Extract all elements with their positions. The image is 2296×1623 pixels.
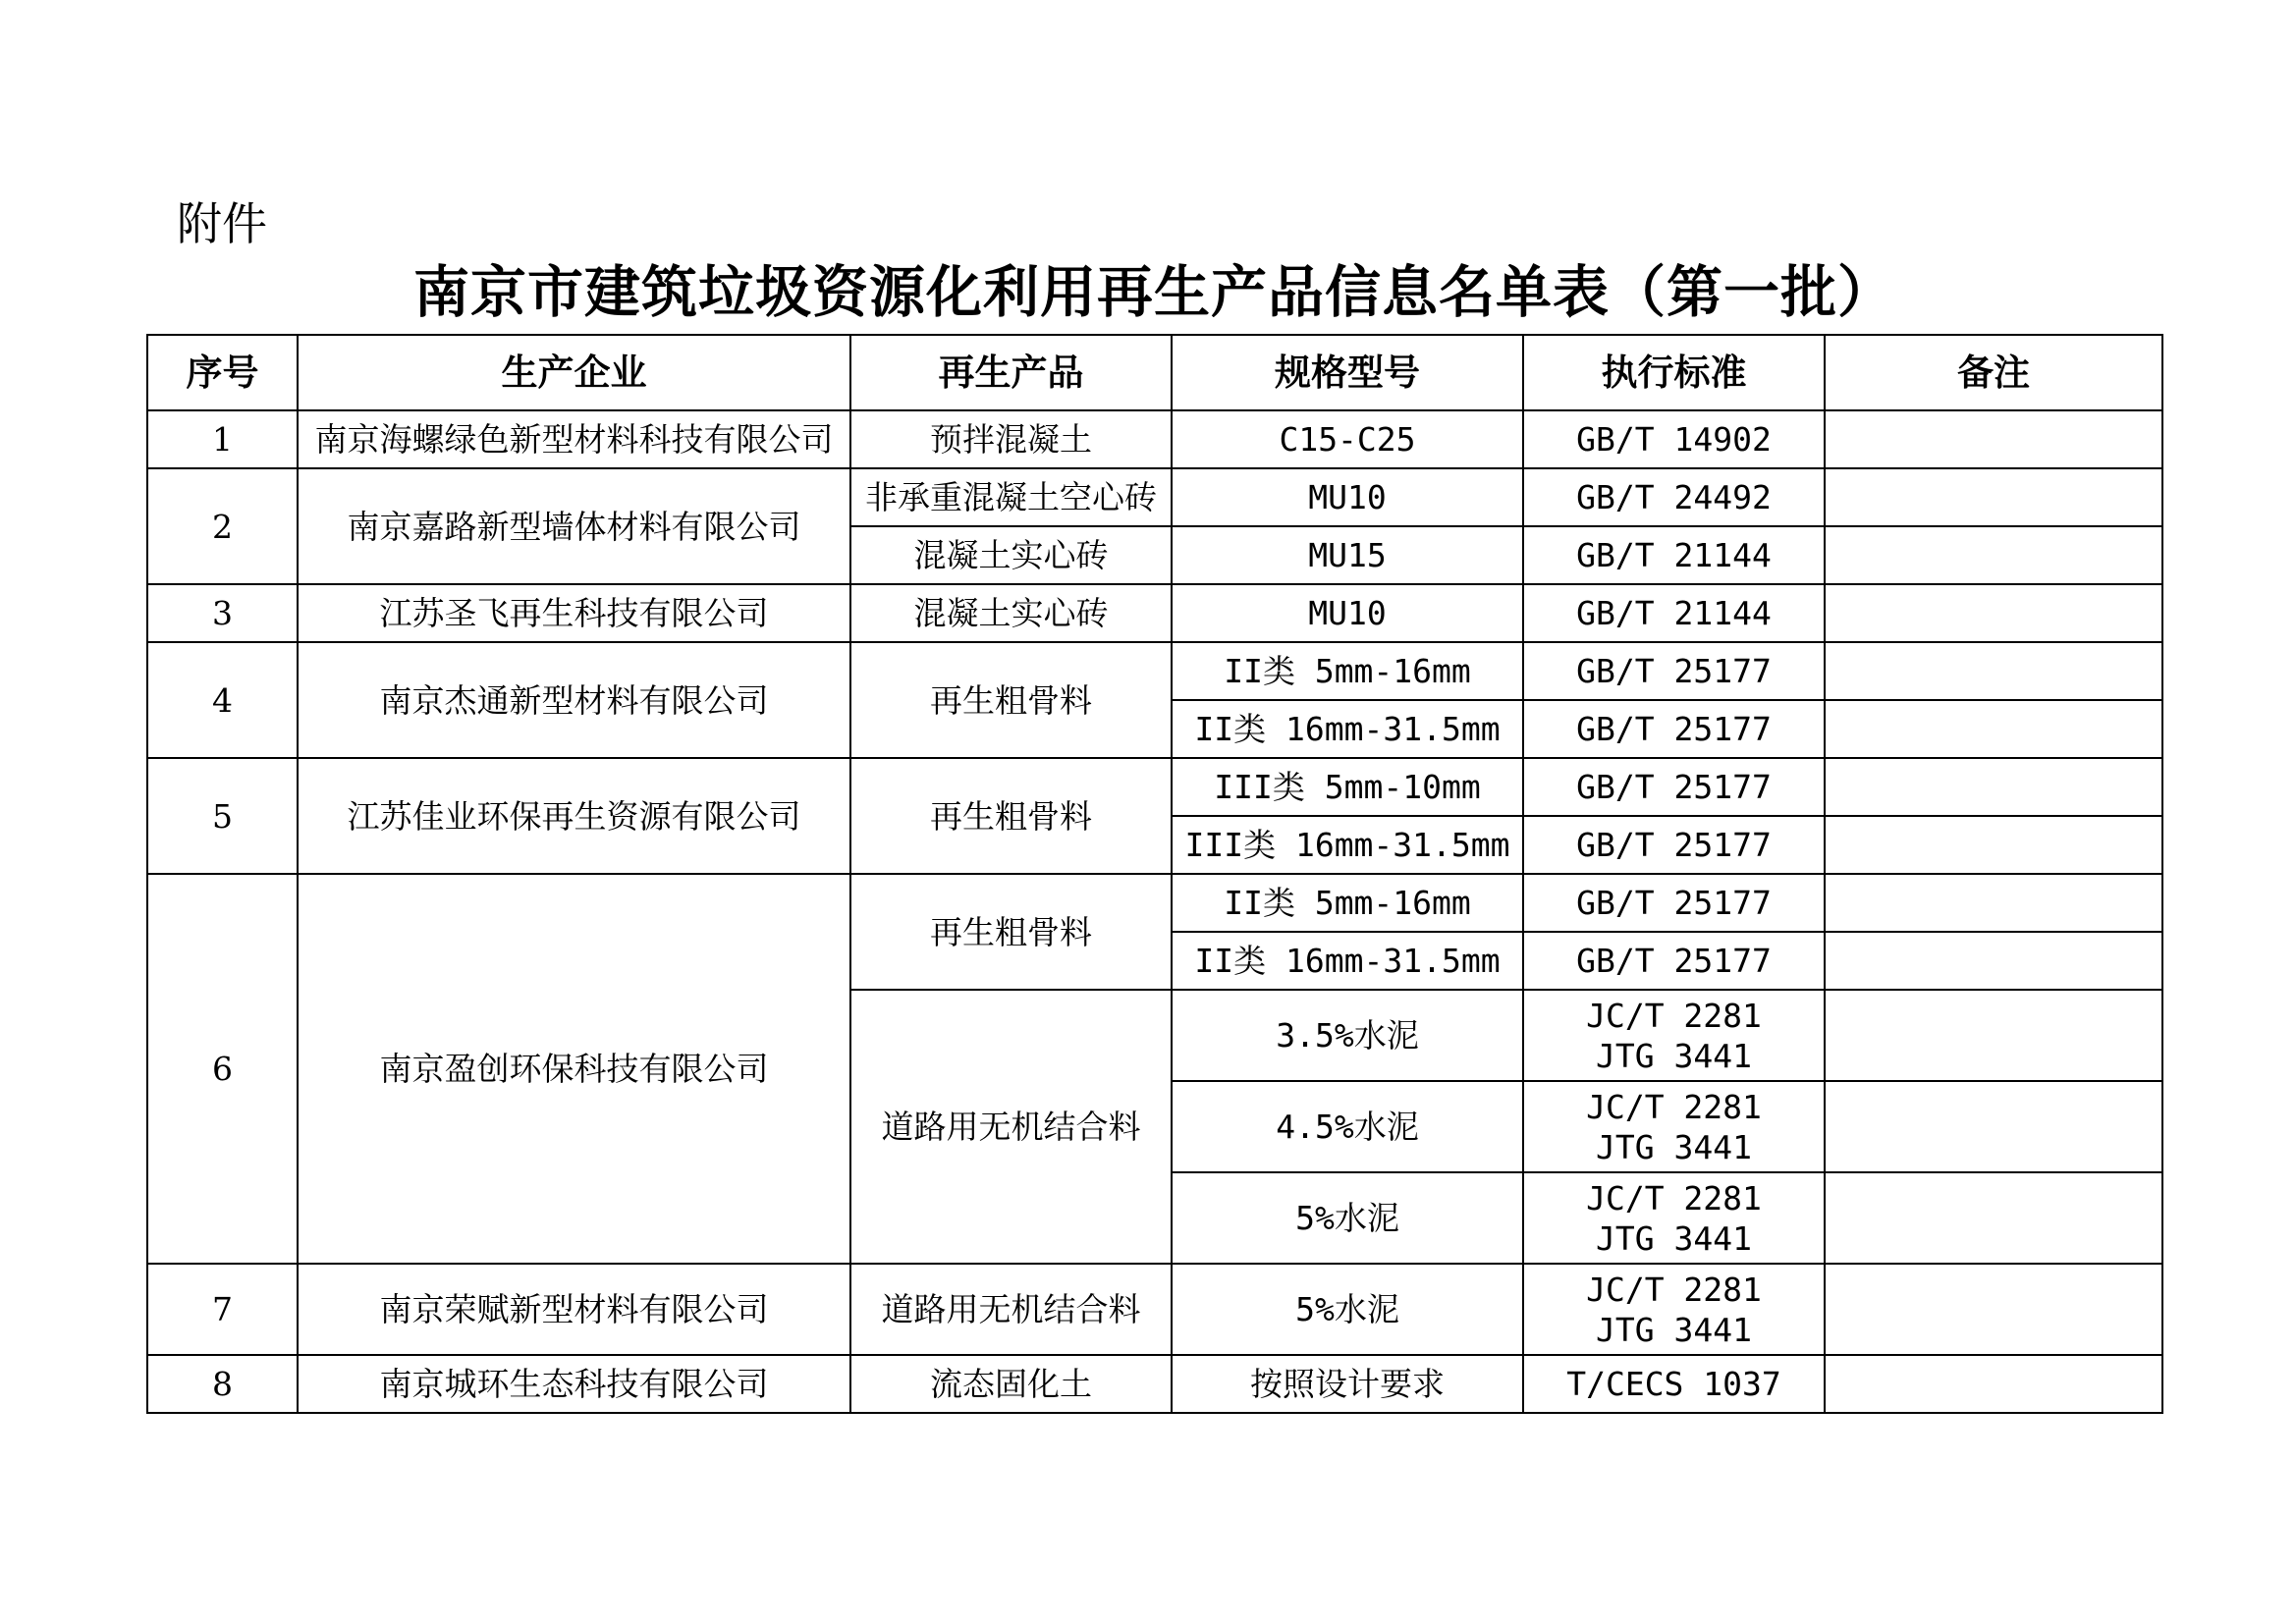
recycled-product: 混凝土实心砖	[850, 526, 1172, 584]
serial-number: 2	[147, 468, 298, 584]
document-title: 南京市建筑垃圾资源化利用再生产品信息名单表（第一批）	[413, 260, 1894, 325]
specification: 4.5%水泥	[1172, 1081, 1523, 1172]
table-row	[147, 642, 2162, 700]
product-roster-table	[146, 334, 2163, 1414]
standard	[1523, 1081, 1825, 1172]
recycled-product: 混凝土实心砖	[850, 584, 1172, 642]
table-row	[147, 874, 2162, 932]
serial-number: 7	[147, 1264, 298, 1355]
specification: II类 16mm-31.5mm	[1172, 932, 1523, 990]
recycled-product: 流态固化土	[850, 1355, 1172, 1413]
specification: C15-C25	[1172, 410, 1523, 468]
specification: MU10	[1172, 468, 1523, 526]
remarks	[1825, 642, 2162, 700]
standard: GB/T 25177	[1523, 932, 1825, 990]
standard-line: JC/T 2281	[1586, 1178, 1762, 1217]
header-standard: 执行标准	[1523, 335, 1825, 410]
specification: 5%水泥	[1172, 1172, 1523, 1264]
remarks	[1825, 584, 2162, 642]
manufacturer: 南京海螺绿色新型材料科技有限公司	[298, 410, 850, 468]
manufacturer: 江苏佳业环保再生资源有限公司	[298, 758, 850, 874]
specification: MU10	[1172, 584, 1523, 642]
table-row	[147, 1355, 2162, 1413]
serial-number: 4	[147, 642, 298, 758]
remarks	[1825, 990, 2162, 1081]
header-specification: 规格型号	[1172, 335, 1523, 410]
standard-line: JTG 3441	[1596, 1036, 1752, 1075]
standard: GB/T 25177	[1523, 642, 1825, 700]
table-row	[147, 584, 2162, 642]
standard-line: JC/T 2281	[1586, 1087, 1762, 1126]
recycled-product: 非承重混凝土空心砖	[850, 468, 1172, 526]
attachment-label: 附件	[177, 197, 267, 250]
table-row	[147, 758, 2162, 816]
table-header-row	[147, 335, 2162, 410]
specification: MU15	[1172, 526, 1523, 584]
recycled-product: 道路用无机结合料	[850, 1264, 1172, 1355]
standard	[1523, 1264, 1825, 1355]
specification: II类 5mm-16mm	[1172, 642, 1523, 700]
remarks	[1825, 874, 2162, 932]
remarks	[1825, 1355, 2162, 1413]
remarks	[1825, 816, 2162, 874]
recycled-product: 预拌混凝土	[850, 410, 1172, 468]
specification: III类 5mm-10mm	[1172, 758, 1523, 816]
manufacturer: 南京嘉路新型墙体材料有限公司	[298, 468, 850, 584]
standard: GB/T 25177	[1523, 874, 1825, 932]
specification: III类 16mm-31.5mm	[1172, 816, 1523, 874]
table-row	[147, 1264, 2162, 1355]
standard: GB/T 25177	[1523, 816, 1825, 874]
standard-line: JTG 3441	[1596, 1310, 1752, 1349]
standard: GB/T 21144	[1523, 526, 1825, 584]
standard: GB/T 25177	[1523, 700, 1825, 758]
serial-number: 6	[147, 874, 298, 1264]
standard: GB/T 25177	[1523, 758, 1825, 816]
recycled-product: 再生粗骨料	[850, 874, 1172, 990]
manufacturer: 南京杰通新型材料有限公司	[298, 642, 850, 758]
manufacturer: 南京盈创环保科技有限公司	[298, 874, 850, 1264]
table-row	[147, 410, 2162, 468]
specification: 5%水泥	[1172, 1264, 1523, 1355]
serial-number: 3	[147, 584, 298, 642]
manufacturer: 南京荣赋新型材料有限公司	[298, 1264, 850, 1355]
standard: GB/T 21144	[1523, 584, 1825, 642]
remarks	[1825, 932, 2162, 990]
standard: GB/T 24492	[1523, 468, 1825, 526]
standard	[1523, 1172, 1825, 1264]
manufacturer: 江苏圣飞再生科技有限公司	[298, 584, 850, 642]
manufacturer: 南京城环生态科技有限公司	[298, 1355, 850, 1413]
remarks	[1825, 526, 2162, 584]
recycled-product: 再生粗骨料	[850, 758, 1172, 874]
standard-line: JC/T 2281	[1586, 996, 1762, 1035]
header-serial-number: 序号	[147, 335, 298, 410]
serial-number: 8	[147, 1355, 298, 1413]
standard: T/CECS 1037	[1523, 1355, 1825, 1413]
table-row	[147, 468, 2162, 526]
standard-line: JC/T 2281	[1586, 1270, 1762, 1309]
remarks	[1825, 758, 2162, 816]
standard	[1523, 990, 1825, 1081]
header-recycled-product: 再生产品	[850, 335, 1172, 410]
header-remarks: 备注	[1825, 335, 2162, 410]
standard: GB/T 14902	[1523, 410, 1825, 468]
serial-number: 1	[147, 410, 298, 468]
serial-number: 5	[147, 758, 298, 874]
remarks	[1825, 468, 2162, 526]
remarks	[1825, 410, 2162, 468]
remarks	[1825, 1264, 2162, 1355]
remarks	[1825, 700, 2162, 758]
standard-line: JTG 3441	[1596, 1127, 1752, 1166]
header-manufacturer: 生产企业	[298, 335, 850, 410]
recycled-product: 道路用无机结合料	[850, 990, 1172, 1264]
specification: 按照设计要求	[1172, 1355, 1523, 1413]
remarks	[1825, 1081, 2162, 1172]
specification: II类 5mm-16mm	[1172, 874, 1523, 932]
recycled-product: 再生粗骨料	[850, 642, 1172, 758]
standard-line: JTG 3441	[1596, 1218, 1752, 1258]
remarks	[1825, 1172, 2162, 1264]
specification: II类 16mm-31.5mm	[1172, 700, 1523, 758]
specification: 3.5%水泥	[1172, 990, 1523, 1081]
